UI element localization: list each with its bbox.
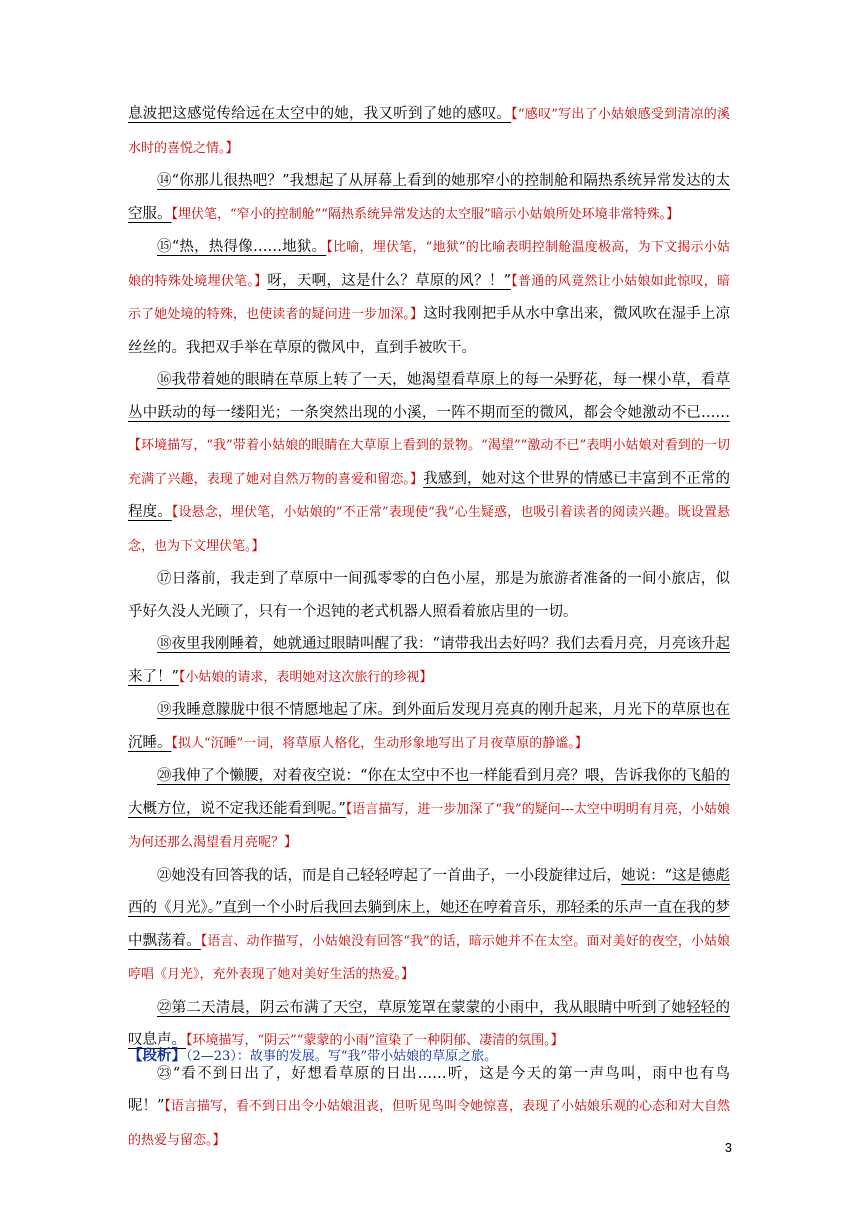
body-text: ⑱夜里我刚睡着，她就通过眼睛叫醒了我：“请带我出去好吗？我们去看月亮，月亮该升起来了！” bbox=[128, 636, 730, 685]
annotation-note: 【语言、动作描写，小姑娘没有回答“我”的话，暗示她并不在太空。面对美好的夜空，小姑娘哼唱《月光》，充外表现了她对美好生活的热爱。】 bbox=[128, 933, 730, 982]
annotation-note: 【设悬念，埋伏笔，小姑娘的“不正常”表现使“我”心生疑惑，也吸引着读者的阅读兴趣。既设置悬念，也为下文埋伏笔。】 bbox=[128, 505, 731, 554]
annotation-note: 【语言描写，进一步加深了“我”的疑问---太空中明明有月亮，小姑娘为何还那么渴望看月亮呢？】 bbox=[128, 801, 730, 850]
annotation-note: 【普通的风竟然让小姑娘如此惊叹，暗示了她处境的特殊，也使读者的疑问进一步加深。】 bbox=[128, 273, 730, 322]
body-text: ⑳我伸了个懒腰，对着夜空说：“你在太空中不也一样能看到月亮？喂，告诉我你的飞船的大概方位，说不定我还能看到呢。” bbox=[128, 768, 730, 817]
paragraph bbox=[128, 694, 730, 760]
body-text: ⑮“热，热得像……地狱。 bbox=[157, 239, 327, 255]
paragraph-analysis bbox=[128, 1040, 730, 1074]
analysis-label: 【段析】 bbox=[128, 1047, 186, 1064]
paragraph bbox=[128, 628, 730, 694]
body-text: ⑰日落前，我走到了草原中一间孤零零的白色小屋，那是为旅游者准备的一间小旅店，似乎好久没人光顾了，只有一个迟钝的老式机器人照看着旅店里的一切。 bbox=[128, 571, 730, 620]
paragraph bbox=[128, 165, 730, 231]
body-text: ⑲我睡意朦胧中很不情愿地起了床。到外面后发现月亮真的刚升起来，月光下的草原也在沉睡。 bbox=[128, 702, 730, 751]
annotation-note: 【埋伏笔，“窄小的控制舱”“隔热系统异常发达的太空服”暗示小姑娘所处环境非常特殊。】 bbox=[171, 206, 680, 222]
body-text: 呀，天啊，这是什么？草原的风？！” bbox=[267, 272, 512, 289]
paragraph bbox=[128, 364, 730, 563]
analysis-text: （2—23）：故事的发展。写“我”带小姑娘的草原之旅。 bbox=[186, 1049, 498, 1064]
document-body bbox=[128, 98, 730, 1157]
body-text: ㉓“看不到日出了，好想看草原的日出……听，这是今天的第一声鸟叫，雨中也有鸟呢！” bbox=[128, 1065, 730, 1114]
annotation-note: 【拟人“沉睡”一词，将草原人格化，生动形象地写出了月夜草原的静谧。】 bbox=[171, 735, 588, 751]
paragraph bbox=[128, 760, 730, 860]
page-number: 3 bbox=[724, 1140, 732, 1155]
annotation-note: 【“感叹”写出了小姑娘感受到清凉的溪水时的喜悦之情。】 bbox=[128, 107, 730, 156]
paragraph bbox=[128, 563, 730, 628]
paragraph bbox=[128, 98, 730, 165]
body-text: ⑯我带着她的眼睛在草原上转了一天，她渴望看草原上的每一朵野花，每一棵小草，看草丛中跃动的每一缕阳光；一条突然出现的小溪，一阵不期而至的微风，都会令她激动不已…… bbox=[128, 372, 730, 421]
body-text: 息波把这感觉传给远在太空中的她，我又听到了她的感叹。 bbox=[128, 106, 512, 122]
annotation-note: 【比喻，埋伏笔，“地狱”的比喻表明控制舱温度极高，为下文揭示小姑娘的特殊处境埋伏笔。】 bbox=[128, 240, 730, 289]
body-text: 这时我刚把手从水中拿出来，微风吹在湿手上凉丝丝的。我把双手举在草原的微风中，直到手被吹干。 bbox=[128, 306, 730, 356]
annotation-note: 【小姑娘的请求，表明她对这次旅行的珍视】 bbox=[178, 669, 433, 685]
annotation-note: 【语言描写，看不到日出令小姑娘沮丧，但听见鸟叫令她惊喜，表现了小姑娘乐观的心态和对大自然的热爱与留恋。】 bbox=[128, 1099, 730, 1148]
body-text: 我感到，她对这个世界的情感已丰富到不正常的程度。 bbox=[128, 470, 730, 520]
paragraph bbox=[128, 231, 730, 364]
annotation-note: 【环境描写，“阴云”“蒙蒙的小雨”渲染了一种阴郁、凄清的氛围。】 bbox=[186, 1033, 564, 1048]
paragraph bbox=[128, 860, 730, 992]
body-text: ⑭“你那儿很热吧？”我想起了从屏幕上看到的她那窄小的控制舱和隔热系统异常发达的太空服。 bbox=[128, 173, 730, 222]
annotation-note: 【环境描写，“我”带着小姑娘的眼睛在大草原上看到的景物。“渴望”“激动不已”表明小姑娘对看到的一切充满了兴趣，表现了她对自然万物的喜爱和留恋。】 bbox=[128, 438, 730, 487]
body-text: 她说：“这是德彪西的《月光》。”直到一个小时后我回去躺到床上，她还在哼着音乐，那轻柔的乐声一直在我的梦中飘荡着。 bbox=[128, 867, 730, 949]
body-text: ㉒第二天清晨，阴云布满了天空，草原笼罩在蒙蒙的小雨中，我从眼睛中听到了她轻轻的叹息声。 bbox=[128, 999, 730, 1048]
body-text: ㉑她没有回答我的话，而是自己轻轻哼起了一首曲子，一小段旋律过后， bbox=[157, 867, 622, 884]
